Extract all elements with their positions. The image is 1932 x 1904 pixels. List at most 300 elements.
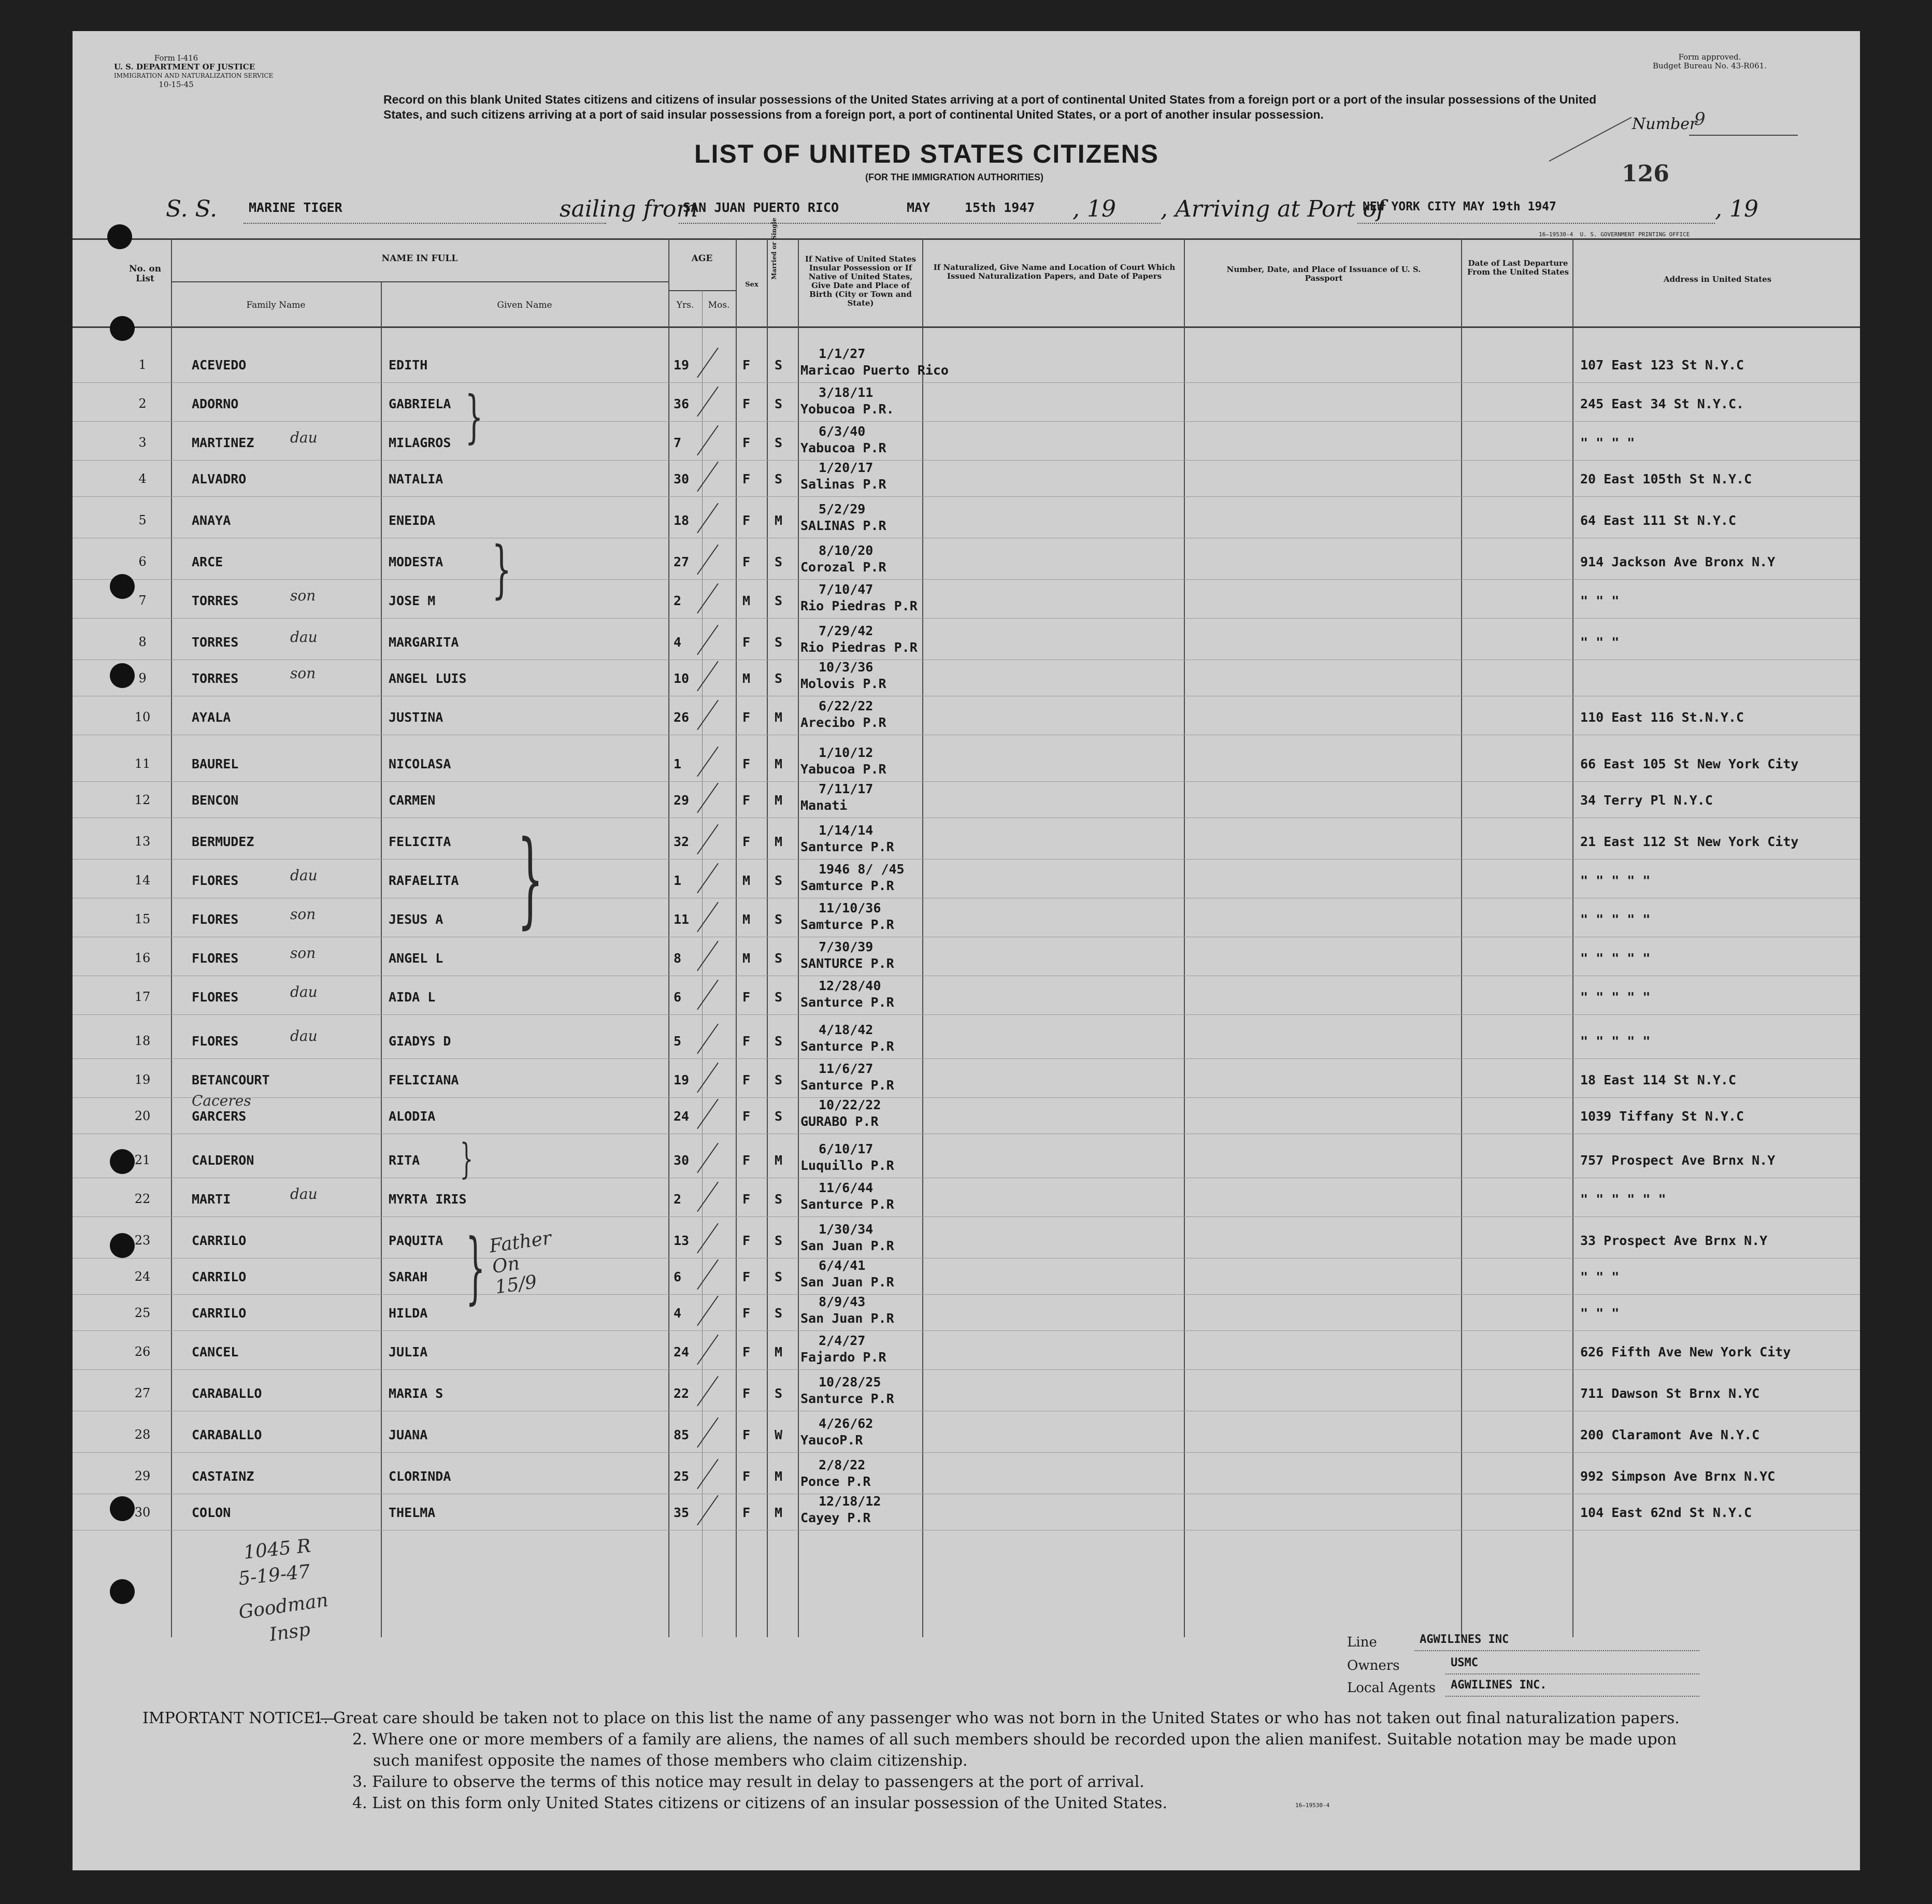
birth-place: Santurce P.R xyxy=(800,839,894,854)
sex: M xyxy=(742,593,751,608)
notice-item: such manifest opposite the names of those members who claim citizenship. xyxy=(373,1752,968,1770)
address: " " " " " xyxy=(1580,873,1651,888)
col-divider xyxy=(1184,238,1185,1637)
header-no-on-list: No. on List xyxy=(128,264,162,284)
age-check-mark xyxy=(697,863,719,893)
address: 33 Prospect Ave Brnx N.Y xyxy=(1580,1233,1768,1248)
birth-date: 1/10/12 xyxy=(819,745,874,760)
row-rule xyxy=(73,496,1860,497)
age-years: 36 xyxy=(674,396,690,411)
age-check-mark xyxy=(697,747,719,777)
family-name: CARRILO xyxy=(192,1233,247,1248)
row-rule xyxy=(73,1369,1860,1370)
birth-place: Corozal P.R xyxy=(800,560,886,575)
row-number: 12 xyxy=(134,793,151,807)
address: 245 East 34 St N.Y.C. xyxy=(1580,396,1744,411)
age-years: 24 xyxy=(674,1109,690,1124)
age-check-mark xyxy=(697,1063,719,1093)
given-name: MARIA S xyxy=(389,1386,443,1401)
relationship-note: son xyxy=(290,906,316,923)
given-name: RITA xyxy=(389,1153,420,1168)
age-check-mark xyxy=(697,700,719,730)
row-number: 18 xyxy=(134,1034,151,1048)
sex: F xyxy=(742,1386,751,1401)
marital-status: S xyxy=(775,554,783,569)
list-title: LIST OF UNITED STATES CITIZENS xyxy=(694,139,1160,168)
family-bracket: } xyxy=(517,819,544,939)
birth-place: Ponce P.R xyxy=(800,1474,871,1489)
family-name: TORRES xyxy=(192,593,239,608)
birth-date: 11/10/36 xyxy=(819,900,881,915)
birth-place: Molovis P.R xyxy=(800,676,886,691)
sex: M xyxy=(742,671,751,686)
number-label: Number xyxy=(1632,115,1697,133)
arrival-underline xyxy=(1357,223,1715,224)
agents-label: Local Agents xyxy=(1347,1680,1436,1696)
birth-date: 7/29/42 xyxy=(819,623,874,638)
birth-date: 4/26/62 xyxy=(819,1416,874,1431)
header-yrs: Yrs. xyxy=(676,300,694,310)
address: " " " " " " xyxy=(1580,1192,1666,1207)
given-name: ANGEL L xyxy=(389,951,443,966)
address: " " " " xyxy=(1580,435,1635,450)
given-name: PAQUITA xyxy=(389,1233,443,1248)
row-number: 14 xyxy=(134,873,151,887)
given-name: CLORINDA xyxy=(389,1469,451,1484)
marital-status: S xyxy=(775,1109,783,1124)
row-number: 11 xyxy=(134,756,151,771)
age-check-mark xyxy=(697,902,719,932)
age-years: 30 xyxy=(674,471,690,486)
age-years: 4 xyxy=(674,635,682,650)
owners-value: USMC xyxy=(1451,1656,1478,1669)
sex: F xyxy=(742,756,751,771)
agents-underline xyxy=(1446,1696,1699,1697)
row-number: 19 xyxy=(134,1072,151,1087)
age-check-mark xyxy=(697,348,719,378)
birth-date: 3/18/11 xyxy=(819,385,874,400)
family-name: TORRES xyxy=(192,671,239,686)
punch-hole xyxy=(110,663,135,688)
birth-date: 1/1/27 xyxy=(819,346,866,361)
notice-footer-code: 16—19530-4 xyxy=(1295,1802,1330,1809)
relationship-note: son xyxy=(290,944,316,962)
list-subtitle: (FOR THE IMMIGRATION AUTHORITIES) xyxy=(865,172,1043,182)
address: 66 East 105 St New York City xyxy=(1580,756,1799,771)
col-divider xyxy=(922,238,923,1637)
row-rule xyxy=(73,1452,1860,1453)
age-years: 22 xyxy=(674,1386,690,1401)
year-prefix-2: , 19 xyxy=(1715,196,1758,222)
age-check-mark xyxy=(697,1376,719,1406)
header-mos: Mos. xyxy=(708,300,730,310)
given-name: HILDA xyxy=(389,1306,428,1321)
marital-status: S xyxy=(775,1192,783,1207)
marital-status: S xyxy=(775,1072,783,1087)
birth-place: San Juan P.R xyxy=(800,1311,894,1326)
family-name: CALDERON xyxy=(192,1153,254,1168)
approval-block xyxy=(1648,53,1772,70)
address: 711 Dawson St Brnx N.YC xyxy=(1580,1386,1760,1401)
marital-status: S xyxy=(775,396,783,411)
sailing-month: MAY xyxy=(907,200,931,215)
row-number: 1 xyxy=(138,357,147,372)
marital-status: M xyxy=(775,1344,783,1359)
marital-status: S xyxy=(775,951,783,966)
family-name: MARTINEZ xyxy=(192,435,254,450)
birth-place: Fajardo P.R xyxy=(800,1350,886,1365)
form-id-line: 10-15-45 xyxy=(159,80,194,89)
arriving-label: , Arriving at Port of xyxy=(1161,196,1385,222)
birth-date: 11/6/44 xyxy=(819,1180,874,1195)
birth-date: 5/2/29 xyxy=(819,502,866,517)
relationship-note: dau xyxy=(290,983,318,1000)
punch-hole xyxy=(107,224,132,249)
given-name: FELICIANA xyxy=(389,1072,459,1087)
birth-place: Santurce P.R xyxy=(800,1197,894,1212)
age-years: 19 xyxy=(674,1072,690,1087)
birth-date: 6/4/41 xyxy=(819,1258,866,1273)
ss-label: S. S. xyxy=(166,196,218,222)
ship-name: MARINE TIGER xyxy=(249,200,342,215)
relationship-note: dau xyxy=(290,1027,318,1044)
print-code-text: 16—19530-4 xyxy=(1539,231,1573,238)
given-name: ANGEL LUIS xyxy=(389,671,467,686)
row-number: 25 xyxy=(134,1306,151,1320)
punch-hole xyxy=(110,1579,135,1604)
age-years: 2 xyxy=(674,1192,682,1207)
row-number: 17 xyxy=(134,990,151,1004)
sailing-from-label: sailing from xyxy=(560,196,698,222)
given-name: CARMEN xyxy=(389,793,436,808)
birth-place: Samturce P.R xyxy=(800,878,894,893)
sex: F xyxy=(742,357,751,373)
sex: F xyxy=(742,1469,751,1484)
birth-place: Santurce P.R xyxy=(800,1039,894,1054)
sailing-underline xyxy=(679,223,1161,224)
header-birth: If Native of United States Insular Possession or If Native of United States, Give Date and Place of Birth (City or Town and State) xyxy=(805,254,917,308)
form-id-line: U. S. DEPARTMENT OF JUSTICE xyxy=(114,62,255,71)
row-number: 26 xyxy=(134,1344,151,1359)
address: 1039 Tiffany St N.Y.C xyxy=(1580,1109,1744,1124)
table-top-rule xyxy=(73,238,1860,240)
address: " " " xyxy=(1580,1269,1620,1284)
birth-date: 6/10/17 xyxy=(819,1141,874,1156)
birth-date: 10/22/22 xyxy=(819,1097,881,1112)
age-check-mark xyxy=(697,425,719,455)
address: " " " xyxy=(1580,635,1620,650)
marital-status: S xyxy=(775,1306,783,1321)
header-family-name: Family Name xyxy=(246,300,306,310)
sex: F xyxy=(742,635,751,650)
birth-place: SALINAS P.R xyxy=(800,518,886,533)
age-years: 10 xyxy=(674,671,690,686)
family-name: CARABALLO xyxy=(192,1386,262,1401)
handwritten-note: Insp xyxy=(268,1619,312,1646)
age-check-mark xyxy=(697,625,719,655)
sex: F xyxy=(742,1072,751,1087)
punch-hole xyxy=(110,1496,135,1521)
age-check-mark xyxy=(697,386,719,417)
age-check-mark xyxy=(697,1099,719,1129)
age-years: 19 xyxy=(674,357,690,373)
given-name: JUSTINA xyxy=(389,710,443,725)
age-years: 24 xyxy=(674,1344,690,1359)
family-name: BETANCOURT xyxy=(192,1072,270,1087)
approval-line: Form approved. xyxy=(1678,52,1741,62)
marital-status: S xyxy=(775,1233,783,1248)
header-name-in-full: NAME IN FULL xyxy=(381,253,458,264)
age-check-mark xyxy=(697,824,719,854)
given-name: GIADYS D xyxy=(389,1034,451,1049)
manifest-sheet xyxy=(73,31,1860,1870)
birth-place: GURABO P.R xyxy=(800,1114,879,1129)
stamp-number: 126 xyxy=(1622,161,1669,187)
family-name: ADORNO xyxy=(192,396,239,411)
family-name: MARTI xyxy=(192,1192,231,1207)
given-name: FELICITA xyxy=(389,834,451,849)
age-years: 1 xyxy=(674,756,682,771)
relationship-note: dau xyxy=(290,628,318,646)
given-name: MILAGROS xyxy=(389,435,451,450)
table-header-rule xyxy=(73,326,1860,328)
age-check-mark xyxy=(697,545,719,575)
col-divider xyxy=(1461,238,1462,1637)
handwritten-note: 1045 R xyxy=(242,1535,312,1564)
birth-date: 11/6/27 xyxy=(819,1061,874,1076)
family-name: CARRILO xyxy=(192,1306,247,1321)
row-rule xyxy=(73,1058,1860,1059)
line-underline xyxy=(1414,1650,1699,1651)
relationship-note: dau xyxy=(290,867,318,884)
age-check-mark xyxy=(697,1223,719,1253)
marital-status: S xyxy=(775,873,783,888)
family-name: ARCE xyxy=(192,554,223,569)
family-name: BERMUDEZ xyxy=(192,834,254,849)
sex: F xyxy=(742,834,751,849)
sex: F xyxy=(742,990,751,1005)
ship-underline xyxy=(244,223,606,224)
sex: F xyxy=(742,710,751,725)
age-check-mark xyxy=(697,1459,719,1489)
punch-hole xyxy=(110,1233,135,1258)
row-number: 30 xyxy=(134,1505,151,1520)
given-name: JESUS A xyxy=(389,912,443,927)
address: 64 East 111 St N.Y.C xyxy=(1580,513,1737,528)
address: " " " " " xyxy=(1580,951,1651,966)
marital-status: S xyxy=(775,671,783,686)
birth-place: Maricao Puerto Rico xyxy=(800,363,949,378)
marital-status: S xyxy=(775,1269,783,1284)
row-rule xyxy=(73,618,1860,619)
birth-place: Rio Piedras P.R xyxy=(800,640,918,655)
birth-date: 2/4/27 xyxy=(819,1333,866,1348)
age-years: 6 xyxy=(674,1269,682,1284)
row-number: 3 xyxy=(138,435,147,450)
row-number: 13 xyxy=(134,834,151,849)
notice-item: 4. List on this form only United States citizens or citizens of an insular possession of the United States. xyxy=(352,1794,1167,1812)
form-id-line: IMMIGRATION AND NATURALIZATION SERVICE xyxy=(114,72,274,79)
notice-item: 1. Great care should be taken not to place on this list the name of any passenger who was not born in the United States or who has not taken out final naturalization papers. xyxy=(313,1709,1680,1727)
given-name: GABRIELA xyxy=(389,396,451,411)
birth-date: 2/8/22 xyxy=(819,1457,866,1472)
row-rule xyxy=(73,1216,1860,1217)
address: 20 East 105th St N.Y.C xyxy=(1580,471,1752,486)
row-number: 20 xyxy=(134,1109,151,1123)
col-divider xyxy=(736,238,737,1637)
address: " " " " " xyxy=(1580,990,1651,1005)
given-name: ALODIA xyxy=(389,1109,436,1124)
family-name: COLON xyxy=(192,1505,231,1520)
row-rule xyxy=(73,382,1860,383)
birth-place: Yobucoa P.R. xyxy=(800,402,894,417)
age-years: 85 xyxy=(674,1427,690,1442)
family-name: FLORES xyxy=(192,1034,239,1049)
marital-status: M xyxy=(775,1469,783,1484)
sex: F xyxy=(742,1034,751,1049)
row-number: 21 xyxy=(134,1153,151,1167)
age-check-mark xyxy=(697,1024,719,1054)
birth-date: 12/18/12 xyxy=(819,1494,881,1509)
sex: M xyxy=(742,873,751,888)
address: " " " " " xyxy=(1580,1034,1651,1049)
row-number: 8 xyxy=(138,635,147,649)
handwritten-signature: Goodman xyxy=(237,1590,330,1623)
address: 34 Terry Pl N.Y.C xyxy=(1580,793,1713,808)
birth-place: SANTURCE P.R xyxy=(800,956,894,971)
given-name: THELMA xyxy=(389,1505,436,1520)
print-office-text: U. S. GOVERNMENT PRINTING OFFICE xyxy=(1580,231,1690,238)
birth-date: 12/28/40 xyxy=(819,978,881,993)
age-check-mark xyxy=(697,1335,719,1365)
birth-place: Yabucoa P.R xyxy=(800,762,886,777)
family-name: CARABALLO xyxy=(192,1427,262,1442)
family-bracket: } xyxy=(460,1135,474,1183)
marital-status: M xyxy=(775,1153,783,1168)
intro-text: Record on this blank United States citizens and citizens of insular possessions of the United States arriving at a port of continental United States from a foreign port or a port of the insular possessions of the United States, and such citizens arriving at a port of said insular possessions from a foreign port, a port of continental United States, or a port of another insular possession. xyxy=(383,93,1597,121)
sailing-from: SAN JUAN PUERTO RICO xyxy=(683,200,839,215)
family-bracket: } xyxy=(492,534,512,606)
col-divider xyxy=(1572,238,1573,1637)
birth-date: 1/30/34 xyxy=(819,1222,874,1237)
notice-heading: IMPORTANT NOTICE.— xyxy=(142,1709,336,1727)
col-divider xyxy=(767,238,768,1637)
family-name: FLORES xyxy=(192,990,239,1005)
age-years: 2 xyxy=(674,593,682,608)
family-name: BAUREL xyxy=(192,756,239,771)
age-check-mark xyxy=(697,462,719,492)
sex: F xyxy=(742,471,751,486)
birth-date: 1/14/14 xyxy=(819,823,874,838)
marital-status: M xyxy=(775,834,783,849)
address: 107 East 123 St N.Y.C xyxy=(1580,357,1744,373)
relationship-note: dau xyxy=(290,429,318,446)
row-rule xyxy=(73,781,1860,782)
line-label: Line xyxy=(1347,1635,1377,1650)
marital-status: M xyxy=(775,1505,783,1520)
marital-status: M xyxy=(775,710,783,725)
given-name: SARAH xyxy=(389,1269,428,1284)
birth-date: 7/10/47 xyxy=(819,582,874,597)
family-name: CASTAINZ xyxy=(192,1469,254,1484)
sex: F xyxy=(742,1233,751,1248)
age-years: 7 xyxy=(674,435,682,450)
sex: F xyxy=(742,1505,751,1520)
form-id-block xyxy=(114,53,274,89)
age-check-mark xyxy=(697,1495,719,1525)
marital-status: M xyxy=(775,513,783,528)
age-years: 18 xyxy=(674,513,690,528)
relationship-note: dau xyxy=(290,1185,318,1202)
header-passport: Number, Date, and Place of Issuance of U. S. Passport xyxy=(1226,265,1421,283)
header-married-single: Married or Single xyxy=(770,218,778,280)
address: 757 Prospect Ave Brnx N.Y xyxy=(1580,1153,1776,1168)
punch-hole xyxy=(110,1149,135,1174)
row-number: 10 xyxy=(134,710,151,724)
sex: F xyxy=(742,1427,751,1442)
given-name: NICOLASA xyxy=(389,756,451,771)
row-number: 22 xyxy=(134,1192,151,1206)
name-subrule xyxy=(171,281,668,282)
birth-place: Cayey P.R xyxy=(800,1510,871,1525)
family-name: CANCEL xyxy=(192,1344,239,1359)
family-bracket: } xyxy=(465,1223,485,1313)
age-years: 25 xyxy=(674,1469,690,1484)
col-divider xyxy=(668,238,669,1637)
birth-date: 8/10/20 xyxy=(819,543,874,558)
row-rule xyxy=(73,579,1860,580)
punch-hole xyxy=(110,574,135,599)
marital-status: S xyxy=(775,912,783,927)
row-number: 9 xyxy=(138,671,147,685)
header-address: Address in United States xyxy=(1663,275,1772,284)
address: 626 Fifth Ave New York City xyxy=(1580,1344,1791,1359)
address: 21 East 112 St New York City xyxy=(1580,834,1799,849)
age-check-mark xyxy=(697,661,719,691)
birth-place: YaucoP.R xyxy=(800,1433,863,1448)
age-years: 5 xyxy=(674,1034,682,1049)
given-name: EDITH xyxy=(389,357,428,373)
sex: F xyxy=(742,1153,751,1168)
birth-place: San Juan P.R xyxy=(800,1275,894,1290)
sex: F xyxy=(742,1306,751,1321)
age-years: 32 xyxy=(674,834,690,849)
birth-place: Arecibo P.R xyxy=(800,715,886,730)
sex: F xyxy=(742,1192,751,1207)
carrilo-note: Father On 15/9 xyxy=(488,1227,553,1298)
birth-date: 10/3/36 xyxy=(819,660,874,675)
age-years: 35 xyxy=(674,1505,690,1520)
birth-place: Santurce P.R xyxy=(800,995,894,1010)
birth-date: 6/3/40 xyxy=(819,424,866,439)
birth-date: 10/28/25 xyxy=(819,1375,881,1390)
relationship-note: Caceres xyxy=(192,1092,251,1109)
marital-status: S xyxy=(775,1034,783,1049)
form-id-line: Form I-416 xyxy=(154,53,198,63)
birth-place: Rio Piedras P.R xyxy=(800,598,918,613)
age-check-mark xyxy=(697,1296,719,1326)
address: 18 East 114 St N.Y.C xyxy=(1580,1072,1737,1087)
address: 110 East 116 St.N.Y.C xyxy=(1580,710,1744,725)
punch-hole xyxy=(110,316,135,341)
number-underline xyxy=(1689,135,1798,136)
row-rule xyxy=(73,1330,1860,1331)
age-check-mark xyxy=(697,783,719,813)
given-name: MARGARITA xyxy=(389,635,459,650)
agents-value: AGWILINES INC. xyxy=(1451,1679,1547,1692)
birth-date: 6/22/22 xyxy=(819,698,874,713)
given-name: MYRTA IRIS xyxy=(389,1192,467,1207)
